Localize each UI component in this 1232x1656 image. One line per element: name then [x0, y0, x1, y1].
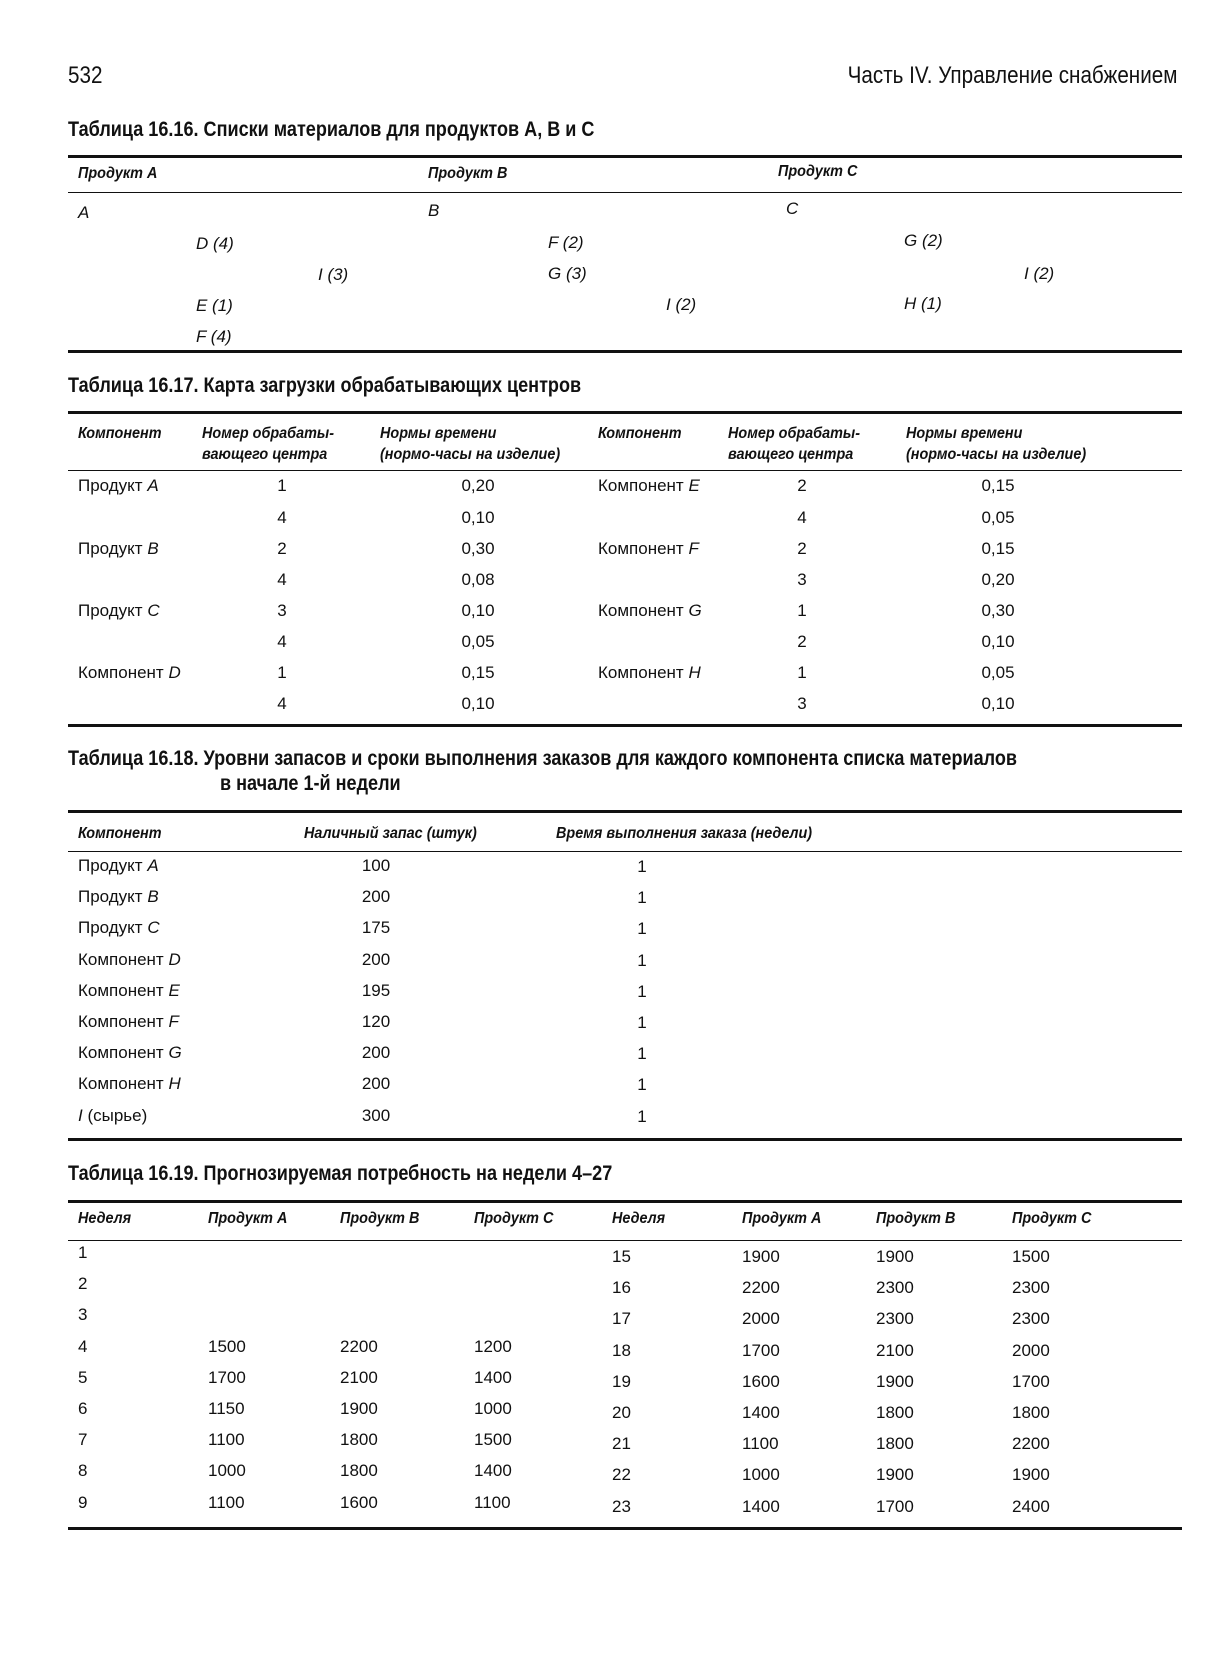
- t19-row-5-col-7: 1800: [1012, 1403, 1050, 1422]
- t19-row-0-col-4: 15: [612, 1247, 631, 1266]
- t17-right-row-0-norm: 0,15: [981, 476, 1015, 495]
- t17-right-row-4-name-letter: G: [688, 601, 702, 620]
- t19-row-0-col-6: 1900: [876, 1247, 914, 1266]
- t19-row-3-col-3: 1200: [474, 1336, 512, 1356]
- t17-left-row-4-name: [78, 601, 160, 621]
- t19-row-0-col-7: 1500: [1012, 1247, 1050, 1266]
- t17-left-row-1-center: 4: [277, 508, 287, 527]
- t17-left-row-0-name: [78, 476, 159, 496]
- t17-right-row-6-name-letter: H: [688, 663, 701, 682]
- t19-row-0-col-0: 1: [78, 1243, 88, 1262]
- t18-row-6-stock: 200: [361, 1043, 391, 1063]
- t17-left-row-2-name: [78, 539, 159, 559]
- t19-header-3: Продукт C: [474, 1210, 554, 1227]
- t19-row-2-col-5: 2000: [742, 1309, 780, 1329]
- t19-row-6-col-3: 1500: [474, 1430, 512, 1450]
- t18-row-4-name-text: Компонент: [78, 980, 169, 1000]
- t19-row-3-col-7: 2000: [1012, 1340, 1050, 1360]
- t17-left-row-5-norm: 0,05: [461, 632, 495, 651]
- t19-row-4-col-1: 1700: [208, 1367, 246, 1387]
- bom-a-i: I (3): [318, 265, 349, 284]
- t19-row-8-col-6: 1700: [876, 1496, 914, 1516]
- t18-row-8-name: [78, 1106, 147, 1126]
- t17-left-row-3-norm: 0,08: [461, 570, 495, 589]
- t19-row-4-col-6: 1900: [876, 1371, 914, 1391]
- t17-header-center-left: Номер обрабаты- вающего центра: [202, 425, 334, 463]
- t17-right-row-6-norm: 0,05: [981, 663, 1015, 682]
- t17-left-row-3-center: 4: [277, 570, 287, 589]
- t18-row-2-name: [78, 918, 160, 938]
- table-16-16-header-rule: [68, 192, 1182, 193]
- t18-row-0-stock: 100: [361, 856, 391, 875]
- t18-row-8-name-letter: I: [78, 1105, 83, 1125]
- t17-right-row-2-norm: 0,15: [981, 539, 1015, 558]
- t19-row-5-col-4: 20: [612, 1403, 631, 1422]
- t19-row-7-col-1: 1000: [208, 1461, 246, 1481]
- bom-c-i: I (2): [1024, 264, 1055, 283]
- t17-right-row-1-center: 4: [797, 508, 807, 527]
- t17-left-row-6-norm: 0,15: [461, 663, 495, 682]
- t18-row-3-name: [78, 950, 181, 970]
- t17-right-row-0-center: 2: [797, 476, 807, 495]
- t17-left-row-5-center: 4: [277, 632, 287, 651]
- t17-right-row-4-name: [598, 601, 702, 621]
- t19-row-4-col-2: 2100: [340, 1367, 378, 1387]
- t17-left-row-4-norm: 0,10: [461, 601, 495, 620]
- t17-right-row-4-center: 1: [797, 601, 807, 620]
- t17-left-row-2-name-letter: B: [147, 539, 159, 558]
- t18-row-6-lead: 1: [637, 1044, 647, 1064]
- t19-row-6-col-1: 1100: [208, 1430, 245, 1450]
- t18-row-5-name-letter: F: [168, 1012, 179, 1031]
- t18-row-3-lead: 1: [637, 950, 647, 970]
- t19-row-7-col-5: 1000: [742, 1465, 780, 1485]
- t19-row-2-col-0: 3: [78, 1305, 88, 1325]
- page-number: 532: [68, 62, 103, 89]
- t17-left-row-2-center: 2: [277, 539, 287, 558]
- t18-row-5-name-text: Компонент: [78, 1012, 169, 1031]
- t17-left-row-7-norm: 0,10: [461, 694, 495, 713]
- t17-right-row-3-norm: 0,20: [981, 570, 1015, 589]
- table-16-16-top-rule: [68, 155, 1182, 158]
- table-16-19-top-rule: [68, 1200, 1182, 1203]
- t18-row-5-stock: 120: [361, 1012, 391, 1031]
- t17-left-row-6-center: 1: [277, 663, 287, 682]
- t17-header-component-right: Компонент: [598, 425, 682, 442]
- t19-row-2-col-4: 17: [612, 1309, 631, 1329]
- table-16-19-caption: Таблица 16.19. Прогнозируемая потребность на недели 4–27: [68, 1162, 613, 1185]
- t19-header-7: Продукт C: [1012, 1210, 1092, 1227]
- t17-left-row-0-name-text: Продукт: [78, 476, 148, 495]
- table-16-17-top-rule: [68, 411, 1182, 414]
- t19-row-5-col-0: 6: [78, 1399, 88, 1418]
- t19-row-8-col-7: 2400: [1012, 1496, 1050, 1516]
- t19-row-2-col-7: 2300: [1012, 1309, 1050, 1329]
- t17-header-center-right: Номер обрабаты- вающего центра: [728, 425, 860, 463]
- t19-header-6: Продукт B: [876, 1210, 956, 1227]
- bom-c-g: G (2): [904, 231, 943, 250]
- t19-row-8-col-4: 23: [612, 1496, 631, 1516]
- table-16-16-header-b: Продукт B: [428, 165, 508, 182]
- t17-right-row-2-name: [598, 539, 699, 559]
- t19-row-0-col-5: 1900: [742, 1247, 780, 1266]
- bom-a-d: D (4): [196, 234, 234, 253]
- t17-right-row-3-center: 3: [797, 570, 807, 589]
- t18-row-8-stock: 300: [361, 1105, 391, 1125]
- t19-row-7-col-2: 1800: [340, 1461, 378, 1481]
- table-16-17-caption: Таблица 16.17. Карта загрузки обрабатывающих центров: [68, 374, 582, 397]
- t19-row-1-col-4: 16: [612, 1278, 631, 1298]
- t17-header-component-left: Компонент: [78, 425, 162, 442]
- t19-row-7-col-6: 1900: [876, 1465, 914, 1485]
- t19-row-6-col-5: 1100: [742, 1434, 779, 1454]
- table-16-17-bottom-rule: [68, 724, 1182, 727]
- t17-right-row-2-center: 2: [797, 539, 807, 558]
- t19-row-5-col-1: 1150: [208, 1399, 245, 1418]
- t19-header-4: Неделя: [612, 1210, 666, 1227]
- table-16-18-caption-line-2: в начале 1-й недели: [220, 772, 401, 795]
- t19-row-6-col-0: 7: [78, 1430, 88, 1450]
- t17-left-row-4-name-text: Продукт: [78, 601, 148, 620]
- t18-row-0-name-text: Продукт: [78, 856, 148, 875]
- t19-row-6-col-2: 1800: [340, 1430, 378, 1450]
- t19-row-5-col-2: 1900: [340, 1399, 378, 1418]
- t18-row-3-stock: 200: [361, 949, 391, 969]
- t17-right-row-5-center: 2: [797, 632, 807, 651]
- t17-right-row-7-norm: 0,10: [981, 694, 1015, 713]
- t17-right-row-6-name-text: Компонент: [598, 663, 689, 682]
- table-16-18-bottom-rule: [68, 1138, 1182, 1141]
- t18-row-7-stock: 200: [361, 1074, 391, 1094]
- t19-row-3-col-5: 1700: [742, 1340, 780, 1360]
- t18-row-6-name: [78, 1043, 182, 1063]
- t17-left-row-0-norm: 0,20: [461, 476, 495, 495]
- t19-row-7-col-3: 1400: [474, 1461, 512, 1481]
- table-16-16-caption: Таблица 16.16. Списки материалов для продуктов А, В и С: [68, 118, 595, 141]
- t19-row-7-col-0: 8: [78, 1461, 88, 1481]
- t19-row-1-col-7: 2300: [1012, 1278, 1050, 1298]
- table-16-17-header-rule: [68, 470, 1182, 471]
- table-16-16-header-c: Продукт C: [778, 163, 858, 180]
- t18-row-3-name-text: Компонент: [78, 949, 169, 969]
- t18-row-4-name: [78, 981, 180, 1001]
- t19-row-5-col-6: 1800: [876, 1403, 914, 1422]
- t18-row-0-name: [78, 856, 159, 876]
- t17-left-row-0-center: 1: [277, 476, 287, 495]
- t19-row-6-col-4: 21: [612, 1434, 631, 1454]
- t17-right-row-0-name-letter: E: [688, 476, 700, 495]
- t19-row-1-col-6: 2300: [876, 1278, 914, 1298]
- t18-row-5-name: [78, 1012, 179, 1032]
- t19-row-6-col-7: 2200: [1012, 1434, 1050, 1454]
- t18-row-1-name-text: Продукт: [78, 887, 148, 907]
- bom-b-f: F (2): [548, 233, 584, 252]
- t17-left-row-2-name-text: Продукт: [78, 539, 148, 558]
- t18-row-1-name-letter: B: [147, 887, 159, 907]
- t19-row-4-col-0: 5: [78, 1367, 88, 1387]
- t17-left-row-4-name-letter: C: [147, 601, 160, 620]
- t18-row-2-name-text: Продукт: [78, 918, 148, 938]
- table-16-16-header-a: Продукт A: [78, 165, 158, 182]
- t19-row-3-col-4: 18: [612, 1340, 631, 1360]
- t17-right-row-6-center: 1: [797, 663, 807, 682]
- t17-right-row-2-name-letter: F: [688, 539, 699, 558]
- t18-row-1-name: [78, 887, 159, 907]
- t19-row-7-col-4: 22: [612, 1465, 631, 1485]
- t19-row-8-col-3: 1100: [474, 1492, 511, 1512]
- t19-row-4-col-7: 1700: [1012, 1371, 1050, 1391]
- t19-header-2: Продукт B: [340, 1210, 420, 1227]
- t17-left-row-7-center: 4: [277, 694, 287, 713]
- t19-row-3-col-6: 2100: [876, 1340, 914, 1360]
- t18-row-2-lead: 1: [637, 919, 647, 939]
- table-16-18-top-rule: [68, 810, 1182, 813]
- t17-left-row-0-name-letter: A: [147, 476, 159, 495]
- t18-row-7-lead: 1: [637, 1075, 647, 1095]
- t18-row-0-lead: 1: [637, 857, 647, 876]
- t18-row-7-name-letter: H: [168, 1074, 181, 1094]
- t17-left-row-6-name-text: Компонент: [78, 663, 169, 682]
- t19-row-8-col-0: 9: [78, 1492, 88, 1512]
- t19-row-1-col-0: 2: [78, 1274, 88, 1294]
- running-head: Часть IV. Управление снабжением: [847, 62, 1177, 89]
- t19-row-2-col-6: 2300: [876, 1309, 914, 1329]
- t18-row-2-name-letter: C: [147, 918, 160, 938]
- t18-row-4-stock: 195: [361, 980, 391, 1000]
- t17-right-row-4-norm: 0,30: [981, 601, 1015, 620]
- bom-a-e: E (1): [196, 296, 233, 315]
- t18-row-4-name-letter: E: [168, 980, 180, 1000]
- bom-c-h: H (1): [904, 294, 942, 313]
- t18-header-stock: Наличный запас (штук): [304, 825, 477, 842]
- t19-row-7-col-7: 1900: [1012, 1465, 1050, 1485]
- t17-right-row-0-name: [598, 476, 700, 496]
- t19-row-1-col-5: 2200: [742, 1278, 780, 1298]
- t17-left-row-4-center: 3: [277, 601, 287, 620]
- t17-right-row-4-name-text: Компонент: [598, 601, 689, 620]
- t19-row-8-col-2: 1600: [340, 1492, 378, 1512]
- t18-row-0-name-letter: A: [147, 856, 159, 875]
- t18-row-3-name-letter: D: [168, 949, 181, 969]
- t17-header-norm-left: Нормы времени (нормо-часы на изделие): [380, 425, 561, 463]
- t18-row-7-name-text: Компонент: [78, 1074, 169, 1094]
- t18-header-lead: Время выполнения заказа (недели): [556, 825, 813, 842]
- t18-row-2-stock: 175: [361, 918, 391, 938]
- t17-right-row-1-norm: 0,05: [981, 508, 1015, 527]
- t19-row-3-col-2: 2200: [340, 1336, 378, 1356]
- t19-row-4-col-5: 1600: [742, 1371, 780, 1391]
- t17-left-row-1-norm: 0,10: [461, 508, 495, 527]
- t19-row-3-col-0: 4: [78, 1336, 88, 1356]
- t19-row-6-col-6: 1800: [876, 1434, 914, 1454]
- t19-header-0: Неделя: [78, 1210, 132, 1227]
- table-16-19-bottom-rule: [68, 1527, 1182, 1530]
- t17-right-row-5-norm: 0,10: [981, 632, 1015, 651]
- t19-row-5-col-5: 1400: [742, 1403, 780, 1422]
- table-16-19-header-rule: [68, 1240, 1182, 1241]
- bom-b-root: B: [428, 201, 440, 220]
- t17-left-row-6-name: [78, 663, 181, 683]
- bom-a-f: F (4): [196, 327, 232, 346]
- bom-b-g: G (3): [548, 264, 587, 283]
- bom-c-root: C: [786, 199, 799, 218]
- t18-row-8-name-text: (сырье): [82, 1105, 148, 1125]
- t19-header-1: Продукт A: [208, 1210, 288, 1227]
- t17-header-norm-right: Нормы времени (нормо-часы на изделие): [906, 425, 1087, 463]
- t18-row-6-name-text: Компонент: [78, 1043, 169, 1063]
- t18-row-1-lead: 1: [637, 888, 647, 908]
- t17-right-row-7-center: 3: [797, 694, 807, 713]
- t19-row-5-col-3: 1000: [474, 1399, 512, 1418]
- t19-row-8-col-5: 1400: [742, 1496, 780, 1516]
- t17-right-row-6-name: [598, 663, 701, 683]
- t19-row-4-col-3: 1400: [474, 1367, 512, 1387]
- t18-row-8-lead: 1: [637, 1106, 647, 1126]
- table-16-18-caption: Таблица 16.18. Уровни запасов и сроки выполнения заказов для каждого компонента списка материалов: [68, 747, 1018, 770]
- table-16-16-bottom-rule: [68, 350, 1182, 353]
- t17-left-row-2-norm: 0,30: [461, 539, 495, 558]
- t19-row-4-col-4: 19: [612, 1371, 631, 1391]
- t18-row-6-name-letter: G: [168, 1043, 182, 1063]
- t18-row-7-name: [78, 1074, 181, 1094]
- t18-row-5-lead: 1: [637, 1013, 647, 1032]
- t19-row-3-col-1: 1500: [208, 1336, 246, 1356]
- bom-b-i: I (2): [666, 295, 697, 314]
- t19-header-5: Продукт A: [742, 1210, 822, 1227]
- table-16-18-header-rule: [68, 851, 1182, 852]
- t18-row-4-lead: 1: [637, 981, 647, 1001]
- bom-a-root: A: [78, 203, 90, 222]
- t17-right-row-2-name-text: Компонент: [598, 539, 689, 558]
- t18-row-1-stock: 200: [361, 887, 391, 907]
- t17-right-row-0-name-text: Компонент: [598, 476, 689, 495]
- t19-row-8-col-1: 1100: [208, 1492, 245, 1512]
- t18-header-component: Компонент: [78, 825, 162, 842]
- t17-left-row-6-name-letter: D: [168, 663, 181, 682]
